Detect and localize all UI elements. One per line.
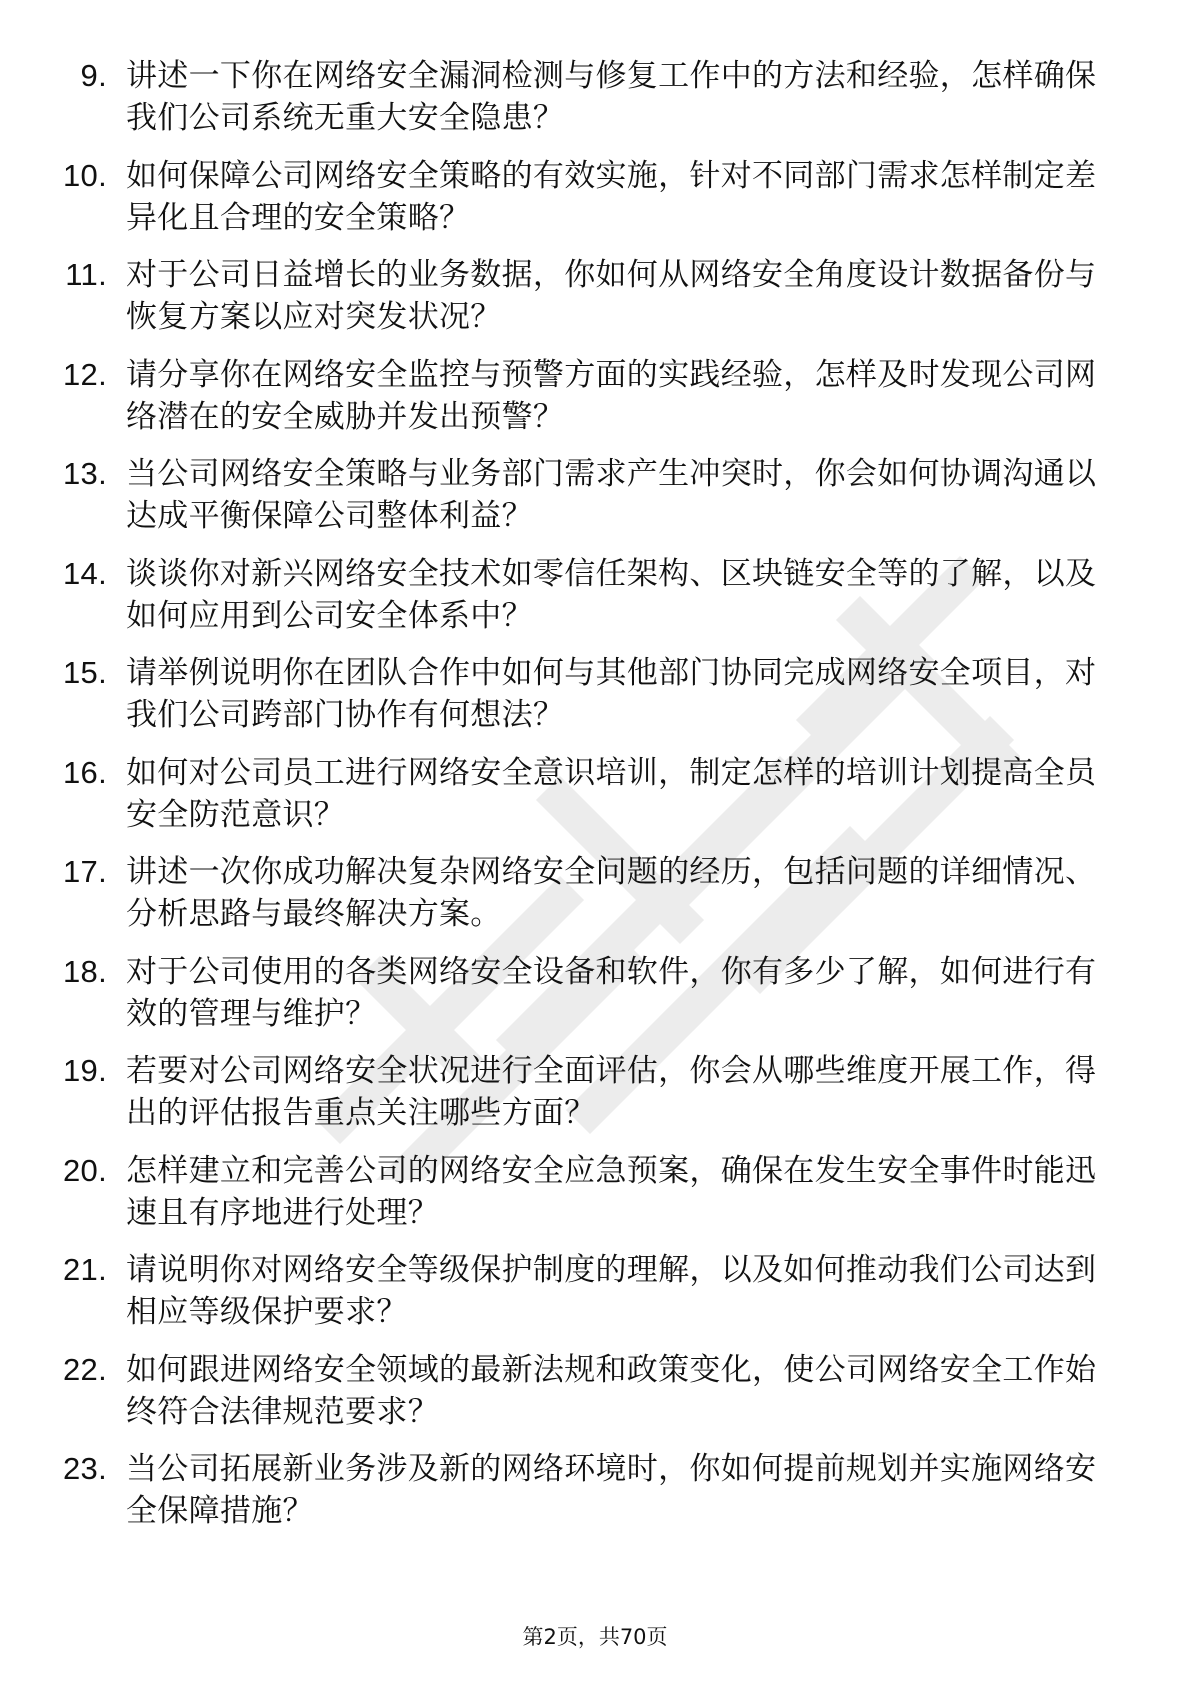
question-item	[55, 951, 1115, 1035]
question-item	[55, 752, 1115, 836]
question-item	[55, 254, 1115, 338]
question-item	[55, 1349, 1115, 1433]
question-text: 怎样建立和完善公司的网络安全应急预案，确保在发生安全事件时能迅速且有序地进行处理？	[126, 1152, 1097, 1231]
question-text: 请举例说明你在团队合作中如何与其他部门协同完成网络安全项目，对我们公司跨部门协作有何想法？	[126, 655, 1097, 733]
question-item	[55, 1050, 1115, 1134]
question-text: 请说明你对网络安全等级保护制度的理解，以及如何推动我们公司达到相应等级保护要求？	[126, 1252, 1097, 1330]
question-number: 10.	[63, 157, 107, 193]
question-text: 对于公司日益增长的业务数据，你如何从网络安全角度设计数据备份与恢复方案以应对突发状况？	[126, 257, 1097, 335]
question-text: 当公司网络安全策略与业务部门需求产生冲突时，你会如何协调沟通以达成平衡保障公司整体利益？	[126, 456, 1097, 534]
question-text: 讲述一次你成功解决复杂网络安全问题的经历，包括问题的详细情况、分析思路与最终解决方案。	[126, 854, 1097, 932]
question-item	[55, 553, 1115, 637]
question-item	[55, 652, 1115, 736]
question-list	[55, 55, 1115, 1548]
question-text: 讲述一下你在网络安全漏洞检测与修复工作中的方法和经验，怎样确保我们公司系统无重大安全隐患？	[126, 58, 1097, 136]
question-item	[55, 354, 1115, 438]
question-text: 如何跟进网络安全领域的最新法规和政策变化，使公司网络安全工作始终符合法律规范要求？	[126, 1351, 1097, 1430]
question-item	[55, 55, 1115, 139]
question-text: 对于公司使用的各类网络安全设备和软件，你有多少了解，如何进行有效的管理与维护？	[126, 953, 1097, 1032]
question-number: 9.	[80, 58, 107, 93]
question-number: 18.	[63, 953, 107, 989]
question-number: 20.	[63, 1152, 107, 1188]
question-text: 如何对公司员工进行网络安全意识培训，制定怎样的培训计划提高全员安全防范意识？	[126, 754, 1097, 833]
question-item	[55, 1150, 1115, 1234]
question-item	[55, 851, 1115, 935]
question-text: 请分享你在网络安全监控与预警方面的实践经验，怎样及时发现公司网络潜在的安全威胁并发出预警？	[126, 356, 1097, 435]
question-item	[55, 155, 1115, 239]
question-number: 13.	[63, 456, 107, 491]
question-number: 14.	[63, 555, 107, 591]
question-number: 16.	[63, 754, 107, 790]
question-text: 若要对公司网络安全状况进行全面评估，你会从哪些维度开展工作，得出的评估报告重点关注哪些方面？	[126, 1053, 1097, 1131]
question-number: 12.	[63, 356, 107, 392]
question-number: 22.	[63, 1351, 107, 1387]
question-item	[55, 453, 1115, 537]
question-number: 15.	[63, 655, 107, 690]
question-text: 如何保障公司网络安全策略的有效实施，针对不同部门需求怎样制定差异化且合理的安全策略？	[126, 157, 1097, 236]
question-item	[55, 1249, 1115, 1333]
question-number: 23.	[63, 1451, 107, 1486]
question-number: 11.	[65, 257, 107, 292]
question-text: 谈谈你对新兴网络安全技术如零信任架构、区块链安全等的了解，以及如何应用到公司安全体系中？	[126, 555, 1097, 634]
page-footer: 第2页，共70页	[522, 1625, 668, 1649]
question-number: 19.	[63, 1053, 107, 1088]
question-number: 21.	[63, 1252, 107, 1287]
question-text: 当公司拓展新业务涉及新的网络环境时，你如何提前规划并实施网络安全保障措施？	[126, 1451, 1097, 1529]
question-number: 17.	[63, 854, 107, 889]
question-item	[55, 1448, 1115, 1532]
